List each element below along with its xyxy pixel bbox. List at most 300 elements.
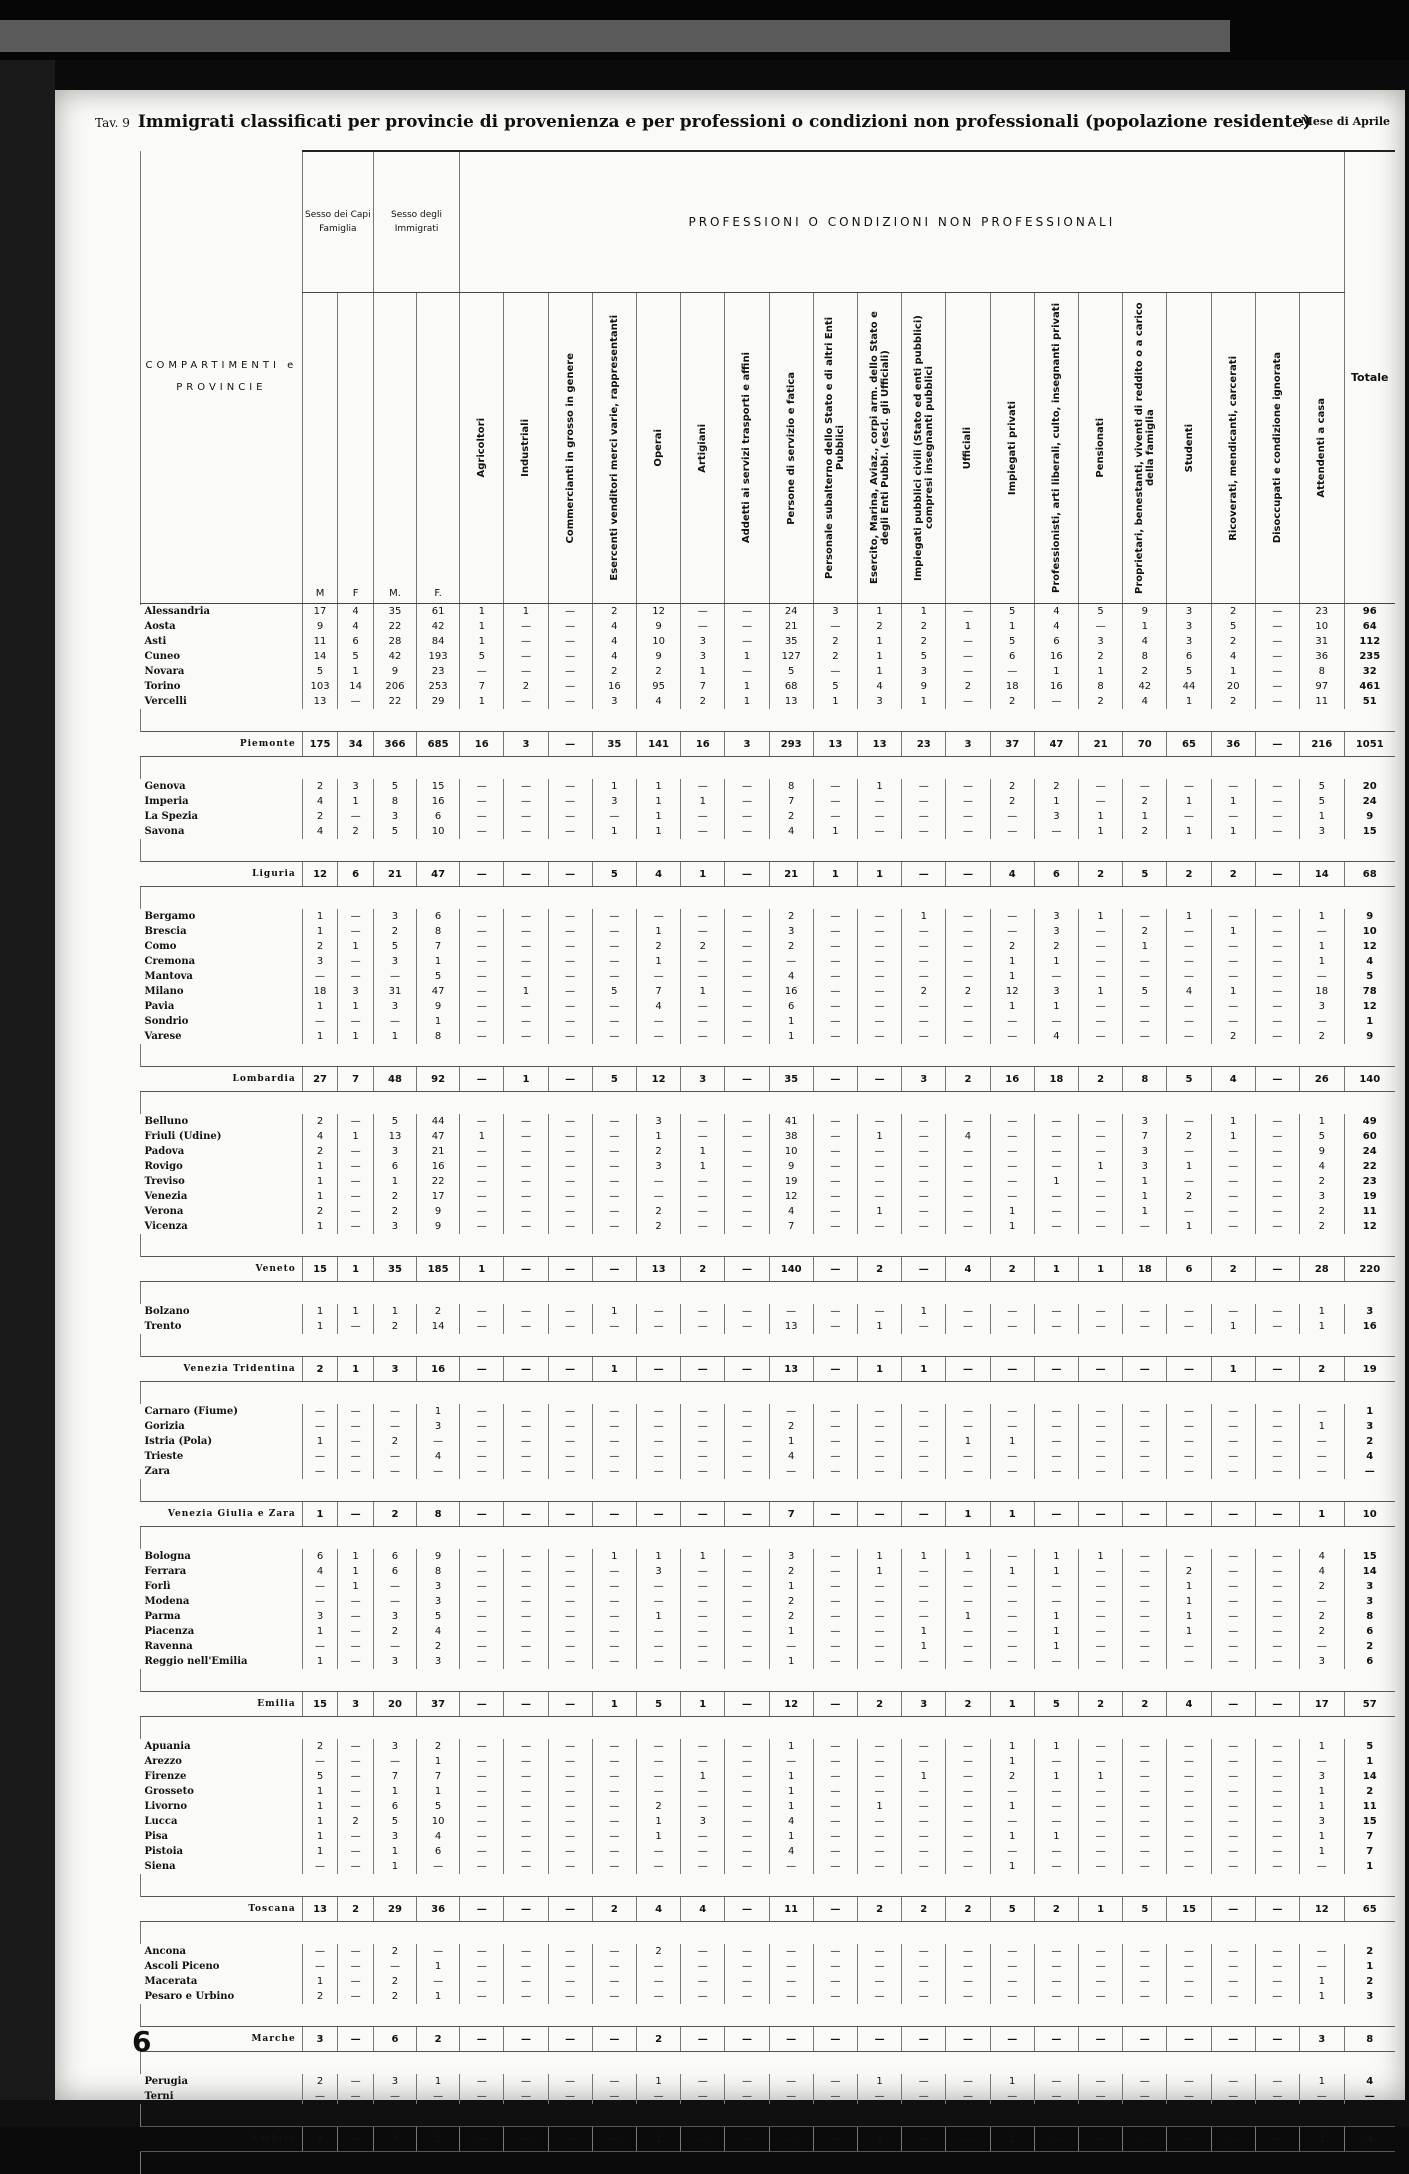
value-cell: — xyxy=(1211,1579,1255,1594)
profession-header-label: Disoccupati e condizione ignorata xyxy=(1272,352,1283,543)
value-cell: — xyxy=(1300,1464,1345,1479)
value-cell: — xyxy=(373,2089,416,2104)
value-cell: 1 xyxy=(990,1829,1034,1844)
value-cell: — xyxy=(990,1639,1034,1654)
value-cell: — xyxy=(592,954,636,969)
value-cell: — xyxy=(813,1029,857,1044)
value-cell: — xyxy=(636,1189,680,1204)
value-cell: 1 xyxy=(1034,794,1078,809)
value-cell: 1 xyxy=(636,809,680,824)
value-cell: — xyxy=(1211,999,1255,1014)
total-cell: 15 xyxy=(1344,824,1395,839)
value-cell: — xyxy=(946,909,990,924)
value-cell: — xyxy=(460,1144,504,1159)
value-cell: — xyxy=(592,969,636,984)
value-cell: — xyxy=(338,909,374,924)
value-cell: — xyxy=(636,1959,680,1974)
value-cell: 2 xyxy=(1123,824,1167,839)
value-cell: 1 xyxy=(813,824,857,839)
value-cell: 3 xyxy=(373,1144,416,1159)
value-cell: 1 xyxy=(1211,824,1255,839)
value-cell: — xyxy=(681,924,725,939)
profession-header xyxy=(592,293,636,604)
value-cell: 4 xyxy=(946,1129,990,1144)
value-cell: — xyxy=(504,1799,548,1814)
value-cell: — xyxy=(417,2089,460,2104)
value-cell: — xyxy=(946,809,990,824)
value-cell: 16 xyxy=(769,984,813,999)
province-row xyxy=(141,1159,1396,1174)
value-cell: — xyxy=(548,1814,592,1829)
value-cell: — xyxy=(592,1159,636,1174)
province-name: Macerata xyxy=(141,1974,303,1989)
value-cell: — xyxy=(302,2089,338,2104)
value-cell: 16 xyxy=(417,1159,460,1174)
value-cell: — xyxy=(636,1769,680,1784)
value-cell: — xyxy=(1079,779,1123,794)
total-cell: 1 xyxy=(1344,1859,1395,1874)
value-cell: — xyxy=(1123,1549,1167,1564)
value-cell: — xyxy=(417,1859,460,1874)
value-cell: — xyxy=(813,939,857,954)
value-cell: 1 xyxy=(902,1357,946,1382)
total-cell: 1 xyxy=(1344,1404,1395,1419)
province-row xyxy=(141,1304,1396,1319)
value-cell: — xyxy=(1123,1829,1167,1844)
value-cell: — xyxy=(1123,969,1167,984)
value-cell: — xyxy=(504,1784,548,1799)
value-cell: 2 xyxy=(857,1692,901,1717)
value-cell: 2 xyxy=(1167,1129,1211,1144)
value-cell: 1 xyxy=(460,634,504,649)
value-cell: — xyxy=(548,1594,592,1609)
value-cell: — xyxy=(592,1029,636,1044)
value-cell: 13 xyxy=(857,732,901,757)
value-cell: — xyxy=(1255,909,1299,924)
value-cell: — xyxy=(1123,1319,1167,1334)
value-cell: — xyxy=(1123,1029,1167,1044)
value-cell: 1 xyxy=(1034,1564,1078,1579)
value-cell: 1 xyxy=(1300,2127,1345,2152)
value-cell: — xyxy=(460,1609,504,1624)
value-cell: — xyxy=(946,1174,990,1189)
value-cell: 2 xyxy=(302,1989,338,2004)
value-cell: 23 xyxy=(417,664,460,679)
value-cell: — xyxy=(725,1319,769,1334)
value-cell: — xyxy=(990,1144,1034,1159)
value-cell: — xyxy=(1079,999,1123,1014)
province-name: Alessandria xyxy=(141,604,303,620)
value-cell: 2 xyxy=(302,809,338,824)
value-cell: — xyxy=(1211,1189,1255,1204)
spacer-row xyxy=(141,1669,1396,1692)
value-cell: — xyxy=(373,969,416,984)
value-cell: — xyxy=(1167,969,1211,984)
value-cell: 4 xyxy=(769,969,813,984)
value-cell: — xyxy=(725,909,769,924)
value-cell: — xyxy=(725,1989,769,2004)
value-cell: — xyxy=(725,1419,769,1434)
value-cell: 2 xyxy=(373,1944,416,1959)
profession-header-label: Impiegati privati xyxy=(1007,401,1018,495)
value-cell: — xyxy=(1167,1174,1211,1189)
value-cell: — xyxy=(592,1609,636,1624)
value-cell: — xyxy=(1211,1594,1255,1609)
province-row xyxy=(141,984,1396,999)
value-cell: — xyxy=(1211,1739,1255,1754)
value-cell: 2 xyxy=(813,634,857,649)
value-cell: 1 xyxy=(1034,1829,1078,1844)
value-cell: 6 xyxy=(1167,1257,1211,1282)
value-cell: 22 xyxy=(417,1174,460,1189)
value-cell: 19 xyxy=(769,1174,813,1189)
province-name: Carnaro (Fiume) xyxy=(141,1404,303,1419)
value-cell: — xyxy=(1123,1639,1167,1654)
value-cell: — xyxy=(460,954,504,969)
value-cell: — xyxy=(504,1449,548,1464)
value-cell: 16 xyxy=(990,1067,1034,1092)
value-cell: — xyxy=(946,1754,990,1769)
value-cell: 6 xyxy=(302,1549,338,1564)
value-cell: — xyxy=(857,1609,901,1624)
value-cell: — xyxy=(857,2089,901,2104)
value-cell: — xyxy=(902,1449,946,1464)
spacer-row xyxy=(141,1717,1396,1740)
value-cell: 7 xyxy=(417,1769,460,1784)
spacer-row xyxy=(141,1282,1396,1305)
value-cell: — xyxy=(990,1319,1034,1334)
value-cell: 193 xyxy=(417,649,460,664)
profession-header xyxy=(990,293,1034,604)
value-cell: — xyxy=(1255,924,1299,939)
value-cell: — xyxy=(338,1959,374,1974)
value-cell: 7 xyxy=(769,1219,813,1234)
value-cell: 3 xyxy=(373,2074,416,2089)
value-cell: — xyxy=(813,2127,857,2152)
value-cell: — xyxy=(769,2027,813,2052)
value-cell: — xyxy=(1300,2089,1345,2104)
value-cell: — xyxy=(725,1114,769,1129)
total-cell: 23 xyxy=(1344,1174,1395,1189)
value-cell: 3 xyxy=(1300,1814,1345,1829)
value-cell: 1 xyxy=(990,954,1034,969)
value-cell: — xyxy=(1034,1579,1078,1594)
province-row xyxy=(141,1564,1396,1579)
value-cell: — xyxy=(725,1639,769,1654)
value-cell: — xyxy=(857,1754,901,1769)
profession-header xyxy=(1300,293,1345,604)
province-name: Arezzo xyxy=(141,1754,303,1769)
value-cell: 2 xyxy=(990,1769,1034,1784)
value-cell: — xyxy=(813,1304,857,1319)
value-cell: — xyxy=(592,939,636,954)
value-cell: — xyxy=(813,1784,857,1799)
value-cell: — xyxy=(813,999,857,1014)
total-cell: 1 xyxy=(1344,1754,1395,1769)
value-cell: — xyxy=(504,694,548,709)
value-cell: — xyxy=(681,1829,725,1844)
value-cell: 2 xyxy=(769,1419,813,1434)
value-cell: 2 xyxy=(1167,862,1211,887)
value-cell: — xyxy=(857,1449,901,1464)
value-cell: 1 xyxy=(1211,664,1255,679)
value-cell: — xyxy=(1167,1014,1211,1029)
value-cell: — xyxy=(338,1754,374,1769)
value-cell: — xyxy=(1123,954,1167,969)
value-cell: 2 xyxy=(990,939,1034,954)
profession-header-label: Studenti xyxy=(1184,424,1195,472)
value-cell: — xyxy=(681,1624,725,1639)
spacer-row xyxy=(141,1044,1396,1067)
value-cell: 2 xyxy=(1167,1564,1211,1579)
value-cell: 3 xyxy=(373,809,416,824)
profession-header-label: Esercenti venditori merci varie, rappresentanti xyxy=(609,315,620,581)
value-cell: — xyxy=(1123,1799,1167,1814)
value-cell: — xyxy=(1211,1829,1255,1844)
value-cell: — xyxy=(857,909,901,924)
value-cell: — xyxy=(902,1594,946,1609)
value-cell: — xyxy=(302,1594,338,1609)
value-cell: — xyxy=(1079,1829,1123,1844)
compartment-name: Piemonte xyxy=(141,732,303,757)
value-cell: — xyxy=(857,1404,901,1419)
value-cell: — xyxy=(1079,2074,1123,2089)
compartment-name: Venezia Giulia e Zara xyxy=(141,1502,303,1527)
value-cell: — xyxy=(813,1564,857,1579)
value-cell: — xyxy=(460,1739,504,1754)
value-cell: — xyxy=(1211,1897,1255,1922)
value-cell: — xyxy=(1167,1419,1211,1434)
value-cell: 13 xyxy=(302,694,338,709)
value-cell: 2 xyxy=(373,1204,416,1219)
value-cell: 1 xyxy=(1123,1174,1167,1189)
province-name: Aosta xyxy=(141,619,303,634)
value-cell: — xyxy=(592,1564,636,1579)
value-cell: — xyxy=(1123,2089,1167,2104)
row-label-header: COMPARTIMENTI e PROVINCIE xyxy=(141,151,303,604)
value-cell: — xyxy=(1255,1219,1299,1234)
value-cell: — xyxy=(548,954,592,969)
value-cell: — xyxy=(1034,969,1078,984)
value-cell: — xyxy=(548,1692,592,1717)
value-cell: 23 xyxy=(902,732,946,757)
value-cell: — xyxy=(1255,1357,1299,1382)
value-cell: 2 xyxy=(1211,604,1255,620)
value-cell: 9 xyxy=(373,664,416,679)
value-cell: — xyxy=(592,809,636,824)
value-cell: — xyxy=(1034,1434,1078,1449)
value-cell: 2 xyxy=(592,604,636,620)
value-cell: — xyxy=(902,969,946,984)
province-row xyxy=(141,1959,1396,1974)
spacer-cell xyxy=(141,2152,1396,2174)
province-name: Bergamo xyxy=(141,909,303,924)
table-title xyxy=(95,112,1395,140)
value-cell: — xyxy=(990,1014,1034,1029)
value-cell: 14 xyxy=(338,679,374,694)
value-cell: — xyxy=(990,1549,1034,1564)
value-cell: — xyxy=(1079,1319,1123,1334)
spacer-row xyxy=(141,1527,1396,1550)
profession-header xyxy=(1079,293,1123,604)
province-row xyxy=(141,1189,1396,1204)
value-cell: — xyxy=(504,1204,548,1219)
value-cell: 2 xyxy=(373,1319,416,1334)
month-label: Mese di Aprile xyxy=(1301,115,1390,128)
value-cell: — xyxy=(338,954,374,969)
value-cell: 2 xyxy=(302,939,338,954)
province-name: Ferrara xyxy=(141,1564,303,1579)
value-cell: 1 xyxy=(636,1814,680,1829)
value-cell: — xyxy=(1123,2027,1167,2052)
value-cell: — xyxy=(1123,1974,1167,1989)
value-cell: 1 xyxy=(902,1304,946,1319)
value-cell: — xyxy=(1079,1989,1123,2004)
value-cell: — xyxy=(1211,1174,1255,1189)
value-cell: 8 xyxy=(417,1564,460,1579)
value-cell: — xyxy=(1034,1404,1078,1419)
value-cell: — xyxy=(338,2089,374,2104)
value-cell: — xyxy=(636,1639,680,1654)
value-cell: — xyxy=(1034,1304,1078,1319)
value-cell: — xyxy=(592,1189,636,1204)
value-cell: — xyxy=(681,1464,725,1479)
province-name: Modena xyxy=(141,1594,303,1609)
value-cell: — xyxy=(548,1564,592,1579)
province-row xyxy=(141,1029,1396,1044)
value-cell: — xyxy=(990,1959,1034,1974)
value-cell: 1 xyxy=(1167,1624,1211,1639)
value-cell: 5 xyxy=(1211,619,1255,634)
value-cell: — xyxy=(1255,1419,1299,1434)
value-cell: 1 xyxy=(857,649,901,664)
value-cell: 2 xyxy=(592,1897,636,1922)
province-name: Padova xyxy=(141,1144,303,1159)
value-cell: 4 xyxy=(636,862,680,887)
value-cell: 5 xyxy=(769,664,813,679)
value-cell: 2 xyxy=(302,1357,338,1382)
value-cell: — xyxy=(548,999,592,1014)
value-cell: 216 xyxy=(1300,732,1345,757)
value-cell: 42 xyxy=(1123,679,1167,694)
value-cell: — xyxy=(1034,1464,1078,1479)
value-cell: — xyxy=(1211,1144,1255,1159)
value-cell: 2 xyxy=(417,1639,460,1654)
spacer-cell xyxy=(141,1527,1396,1550)
value-cell: — xyxy=(990,809,1034,824)
value-cell: 2 xyxy=(302,2127,338,2152)
value-cell: — xyxy=(1255,2127,1299,2152)
value-cell: 253 xyxy=(417,679,460,694)
value-cell: — xyxy=(1211,1464,1255,1479)
value-cell: — xyxy=(338,2074,374,2089)
value-cell: 1 xyxy=(725,679,769,694)
value-cell: — xyxy=(990,1844,1034,1859)
value-cell: — xyxy=(1034,1594,1078,1609)
value-cell: 1 xyxy=(338,1564,374,1579)
total-cell: 8 xyxy=(1344,1609,1395,1624)
value-cell: 1 xyxy=(1211,1357,1255,1382)
value-cell: 4 xyxy=(302,794,338,809)
value-cell: — xyxy=(946,1464,990,1479)
value-cell: — xyxy=(725,1502,769,1527)
value-cell: — xyxy=(813,809,857,824)
value-cell: 3 xyxy=(636,1564,680,1579)
value-cell: — xyxy=(1255,939,1299,954)
value-cell: 3 xyxy=(1034,984,1078,999)
province-row xyxy=(141,694,1396,709)
value-cell: — xyxy=(946,1594,990,1609)
value-cell: — xyxy=(1167,999,1211,1014)
province-name: Cremona xyxy=(141,954,303,969)
province-name: Zara xyxy=(141,1464,303,1479)
value-cell: — xyxy=(1167,779,1211,794)
value-cell: — xyxy=(857,1502,901,1527)
value-cell: — xyxy=(1255,1959,1299,1974)
province-row xyxy=(141,664,1396,679)
value-cell: — xyxy=(373,1404,416,1419)
value-cell: — xyxy=(1123,1944,1167,1959)
value-cell: — xyxy=(681,1304,725,1319)
value-cell: — xyxy=(417,1944,460,1959)
value-cell: — xyxy=(338,1594,374,1609)
value-cell: 1 xyxy=(681,794,725,809)
total-cell: 6 xyxy=(1344,1654,1395,1669)
value-cell: 3 xyxy=(636,1114,680,1129)
value-cell: — xyxy=(548,1419,592,1434)
value-cell: — xyxy=(946,1859,990,1874)
value-cell: — xyxy=(725,969,769,984)
value-cell: — xyxy=(725,1304,769,1319)
value-cell: 2 xyxy=(1079,862,1123,887)
value-cell: — xyxy=(504,1959,548,1974)
value-cell: 1 xyxy=(769,1029,813,1044)
value-cell: 12 xyxy=(302,862,338,887)
value-cell: — xyxy=(1255,2074,1299,2089)
value-cell: — xyxy=(813,1114,857,1129)
value-cell: — xyxy=(1167,1769,1211,1784)
value-cell: — xyxy=(504,1189,548,1204)
total-cell: 60 xyxy=(1344,1129,1395,1144)
value-cell: — xyxy=(548,664,592,679)
value-cell: — xyxy=(946,954,990,969)
value-cell: 5 xyxy=(338,649,374,664)
value-cell: 20 xyxy=(1211,679,1255,694)
value-cell: — xyxy=(946,2089,990,2104)
value-cell: — xyxy=(338,1174,374,1189)
province-row xyxy=(141,1754,1396,1769)
value-cell: — xyxy=(504,1419,548,1434)
value-cell: 2 xyxy=(302,1739,338,1754)
value-cell: — xyxy=(857,794,901,809)
value-cell: — xyxy=(1167,1114,1211,1129)
value-cell: — xyxy=(548,604,592,620)
value-cell: 1 xyxy=(769,1799,813,1814)
value-cell: — xyxy=(1167,1974,1211,1989)
value-cell: — xyxy=(636,1989,680,2004)
value-cell: — xyxy=(946,1844,990,1859)
value-cell: — xyxy=(1167,1989,1211,2004)
value-cell: — xyxy=(1079,1419,1123,1434)
value-cell: 42 xyxy=(373,649,416,664)
value-cell: — xyxy=(636,1624,680,1639)
value-cell: — xyxy=(990,924,1034,939)
value-cell: — xyxy=(1034,2027,1078,2052)
value-cell: — xyxy=(725,794,769,809)
value-cell: — xyxy=(1079,1144,1123,1159)
value-cell: — xyxy=(592,1859,636,1874)
professions-group-header: PROFESSIONI O CONDIZIONI NON PROFESSIONALI xyxy=(460,151,1344,293)
